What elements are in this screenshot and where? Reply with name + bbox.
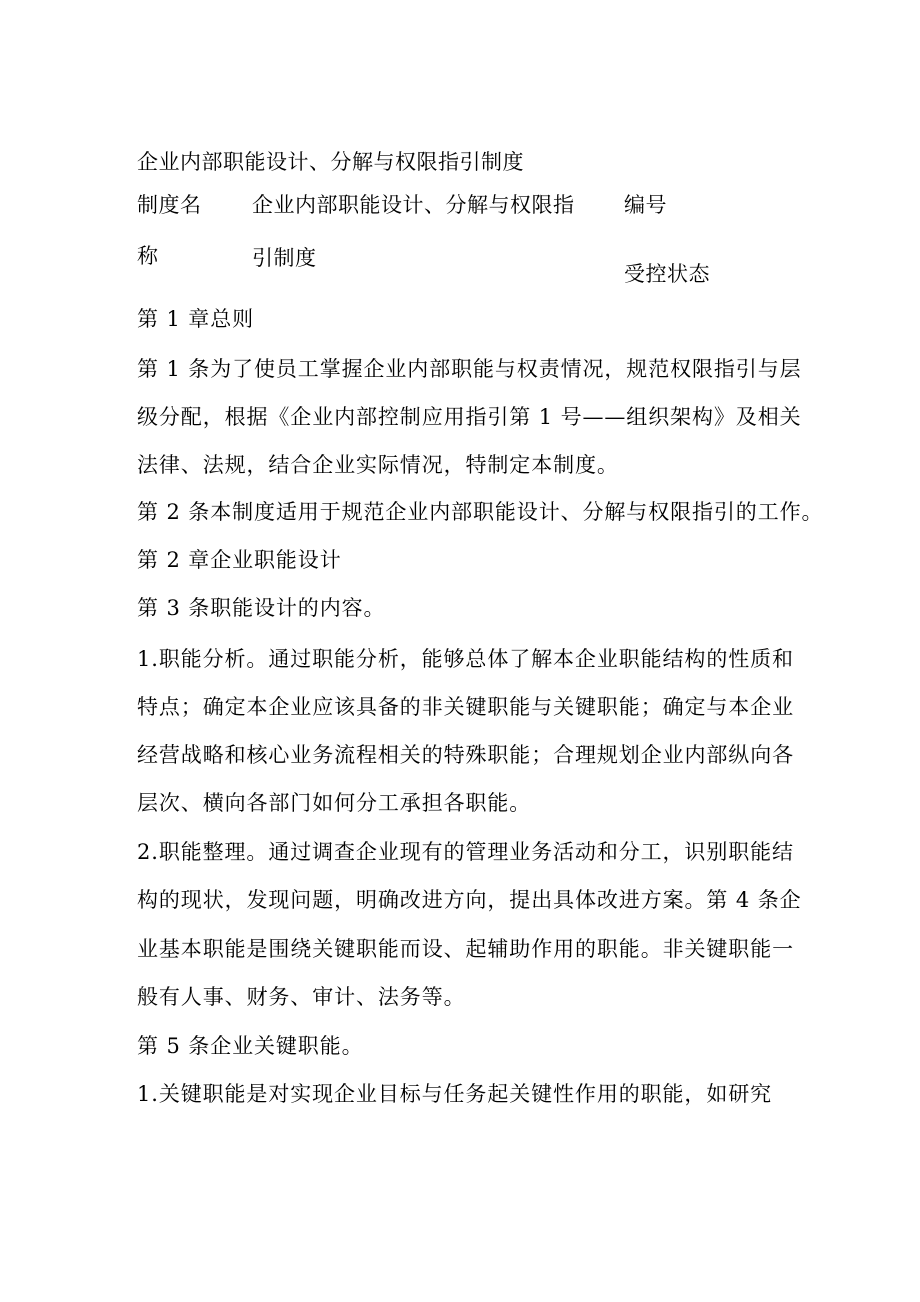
document-title: 企业内部职能设计、分解与权限指引制度	[137, 150, 524, 174]
meta-name-label: 制度名	[137, 193, 202, 217]
chapter-heading: 第 1 章总则	[137, 307, 255, 331]
meta-name-label-cont: 称	[137, 244, 159, 268]
meta-name-value-cont: 引制度	[252, 246, 317, 270]
paragraph-line: 特点；确定本企业应该具备的非关键职能与关键职能；确定与本企业	[137, 695, 794, 719]
paragraph-line: 1.关键职能是对实现企业目标与任务起关键性作用的职能，如研究	[137, 1082, 773, 1106]
paragraph-line: 层次、横向各部门如何分工承担各职能。	[137, 791, 532, 815]
paragraph-line: 第 3 条职能设计的内容。	[137, 596, 386, 620]
meta-number-label: 编号	[624, 193, 667, 217]
paragraph-line: 2.职能整理。通过调查企业现有的管理业务活动和分工，识别职能结	[137, 840, 794, 864]
meta-name-value: 企业内部职能设计、分解与权限指	[252, 193, 575, 217]
paragraph-line: 级分配，根据《企业内部控制应用指引第 1 号——组织架构》及相关	[137, 405, 802, 429]
paragraph-line: 构的现状，发现问题，明确改进方向，提出具体改进方案。第 4 条企	[137, 888, 802, 912]
paragraph-line: 第 2 条本制度适用于规范企业内部职能设计、分解与权限指引的工作。	[137, 500, 824, 524]
paragraph-line: 业基本职能是围绕关键职能而设、起辅助作用的职能。非关键职能一	[137, 937, 794, 961]
paragraph-line: 般有人事、财务、审计、法务等。	[137, 985, 466, 1009]
paragraph-line: 法律、法规，结合企业实际情况，特制定本制度。	[137, 453, 619, 477]
chapter-heading: 第 2 章企业职能设计	[137, 548, 342, 572]
paragraph-line: 第 5 条企业关键职能。	[137, 1034, 364, 1058]
paragraph-line: 经营战略和核心业务流程相关的特殊职能；合理规划企业内部纵向各	[137, 743, 794, 767]
paragraph-line: 1.职能分析。通过职能分析，能够总体了解本企业职能结构的性质和	[137, 647, 794, 671]
paragraph-line: 第 1 条为了使员工掌握企业内部职能与权责情况，规范权限指引与层	[137, 357, 802, 381]
meta-status-label: 受控状态	[624, 262, 710, 286]
